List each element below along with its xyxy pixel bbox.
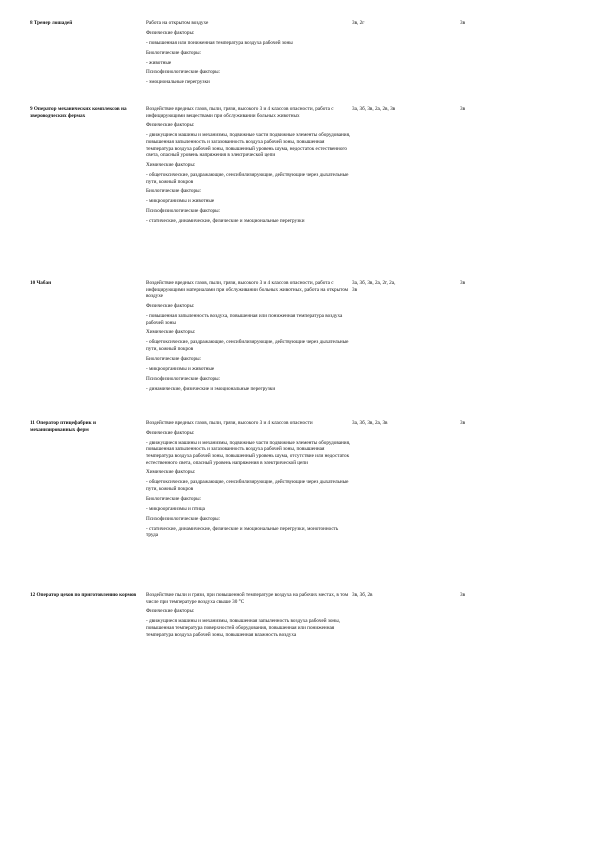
period-cell: 3в xyxy=(460,106,466,112)
occupation-cell: 10 Чабан xyxy=(30,280,52,286)
condition-line: Биологические факторы: xyxy=(146,49,202,56)
condition-line: Химические факторы: xyxy=(146,469,196,476)
condition-line: - статические, динамические, физические и эмоциональные перегрузки xyxy=(146,218,305,225)
conditions-cell xyxy=(146,420,351,542)
occupation-cell: 12 Оператор цехов по приготовлению кормов xyxy=(30,592,137,598)
conditions-cell xyxy=(146,106,351,228)
period-cell: 3в xyxy=(460,420,466,426)
condition-line: Физические факторы: xyxy=(146,303,195,310)
condition-line: - эмоциональные перегрузки xyxy=(146,79,210,86)
conditions-cell xyxy=(146,20,351,89)
condition-line: Физические факторы: xyxy=(146,608,195,615)
period-cell: 3в xyxy=(460,592,466,598)
condition-line: - движущиеся машины и механизмы, повышенная запыленность воздуха рабочей зоны, повышенная температура поверхностей оборудования, повышенная или пониженная температура воздуха рабочей зоны, повышенная влажность воздуха xyxy=(146,618,340,638)
occupation-cell: 9 Оператор механических комплексов на звероводческих фермах xyxy=(30,106,127,119)
condition-line: Биологические факторы: xyxy=(146,188,202,195)
condition-line: Психофизиологические факторы: xyxy=(146,69,221,76)
conditions-cell xyxy=(146,280,351,395)
condition-line: Физические факторы: xyxy=(146,122,195,129)
condition-line: Физические факторы: xyxy=(146,429,195,436)
condition-line: - общетоксические, раздражающие, сенсибилизирующие, действующие через дыхательные пути, кожный покров xyxy=(146,339,349,352)
condition-line: Воздействие вредных газов, пыли, грязи, высокого 3 и 4 классов опасности, работа с инфицирующими веществами при обслуживании больных животных xyxy=(146,106,334,119)
condition-line: - общетоксические, раздражающие, сенсибилизирующие, действующие через дыхательные пути, кожный покров xyxy=(146,171,349,185)
condition-line: - микроорганизмы и животные xyxy=(146,365,215,372)
condition-line: - микроорганизмы и птица xyxy=(146,505,205,512)
conditions-cell xyxy=(146,592,351,641)
condition-line: - микроорганизмы и животные xyxy=(146,198,215,205)
items-cell: 3в, 3б, 2в xyxy=(352,592,373,598)
condition-line: Химические факторы: xyxy=(146,162,196,169)
condition-line: - общетоксические, раздражающие, сенсибилизирующие, действующие через дыхательные пути, кожный покров xyxy=(146,479,349,492)
condition-line: Психофизиологические факторы: xyxy=(146,208,221,215)
condition-line: Биологические факторы: xyxy=(146,355,202,362)
condition-line: Воздействие вредных газов, пыли, грязи, высокого 3 и 4 классов опасности, работа с инфицирующими материалами при обслуживании больных животных, работа на открытом воздухе xyxy=(146,280,349,300)
items-cell: 3в, 2г xyxy=(352,20,365,26)
items-cell: 3а, 3б, 3в, 2а, 3в xyxy=(352,420,388,426)
condition-line: - статические, динамические, физические и эмоциональные перегрузки, монотонность труда xyxy=(146,525,339,539)
period-cell: 3в xyxy=(460,280,466,286)
condition-line: Биологические факторы: xyxy=(146,495,202,502)
condition-line: Работа на открытом воздухе xyxy=(146,20,209,26)
condition-line: Психофизиологические факторы: xyxy=(146,375,221,382)
condition-line: Психофизиологические факторы: xyxy=(146,515,221,522)
occupation-cell: 8 Тренер лошадей xyxy=(30,20,73,26)
condition-line: - движущиеся машины и механизмы, подвижные части подвижные элементы оборудования, повышенная запыленность и загазованность воздуха рабочей зоны, повышенная температура воздуха рабочей зоны, повышенный уровень шума, недостаток естественного света, опасный уровень напряжения в электрической цепи xyxy=(146,132,351,159)
condition-line: Воздействие вредных газов, пыли, грязи, высокого 3 и 4 классов опасности xyxy=(146,420,313,426)
condition-line: - движущиеся машины и механизмы, подвижные части подвижные элементы оборудования, повышенная запыленность и загазованность воздуха рабочей зоны, повышенная температура воздуха рабочей зоны, повышенный уровень шума, отсутствие или недостаток естественного света, опасный уровень напряжения в электрической цепи xyxy=(146,439,351,466)
condition-line: - животные xyxy=(146,59,172,66)
condition-line: - динамические, физические и эмоциональные перегрузки xyxy=(146,385,276,392)
condition-line: Физические факторы: xyxy=(146,29,195,36)
condition-line: Воздействие пыли и грязи, при повышенной температуре воздуха на рабочих местах, в том числе при температуре воздуха свыше 30 °С xyxy=(146,592,349,605)
period-cell: 3в xyxy=(460,20,466,26)
items-cell: 3а, 3б, 3в, 2а, 2г, 2а, 3в xyxy=(352,280,396,293)
condition-line: - повышенная или пониженная температура воздуха рабочей зоны xyxy=(146,39,293,46)
condition-line: - повышенная запыленность воздуха, повышенная или пониженная температура воздуха рабочей зоны xyxy=(146,312,343,326)
items-cell: 3а, 3б, 3в, 2а, 2в, 3в xyxy=(352,106,396,112)
condition-line: Химические факторы: xyxy=(146,329,196,336)
occupation-cell: 11 Оператор птицефабрик и механизированных ферм xyxy=(30,420,96,433)
